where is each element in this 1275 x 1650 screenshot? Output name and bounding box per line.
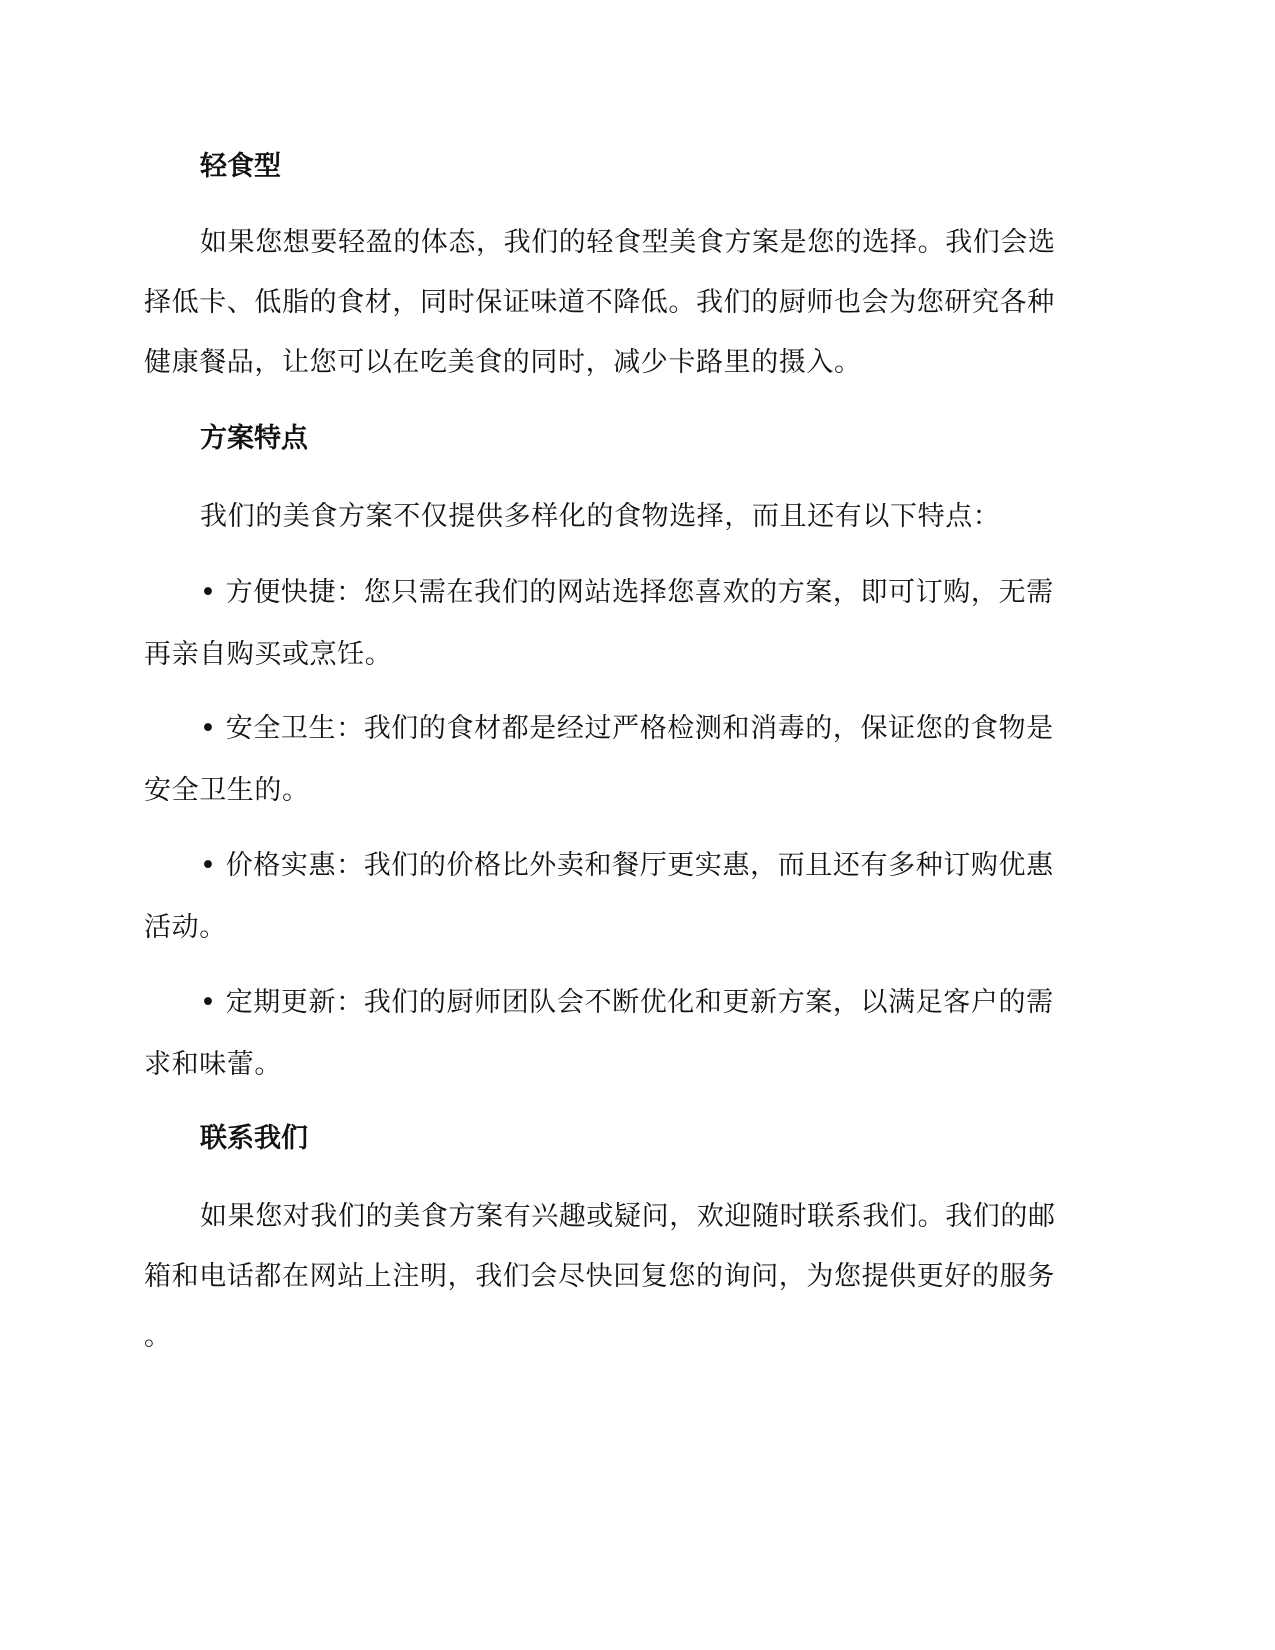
paragraph-line: 健康餐品，让您可以在吃美食的同时，减少卡路里的摄入。: [144, 347, 862, 378]
bullet-item-line: 活动。: [144, 912, 227, 943]
bullet-item-line: 安全卫生的。: [144, 775, 310, 806]
section-heading-light-meal: 轻食型: [200, 151, 281, 182]
section-heading-contact: 联系我们: [200, 1123, 308, 1154]
paragraph-line: 。: [144, 1321, 172, 1352]
paragraph-line: 择低卡、低脂的食材，同时保证味道不降低。我们的厨师也会为您研究各种: [144, 287, 1055, 318]
bullet-item-line: • 定期更新：我们的厨师团队会不断优化和更新方案，以满足客户的需: [200, 987, 1054, 1018]
paragraph-line: 如果您想要轻盈的体态，我们的轻食型美食方案是您的选择。我们会选: [200, 227, 1056, 258]
bullet-item-line: • 价格实惠：我们的价格比外卖和餐厅更实惠，而且还有多种订购优惠: [200, 850, 1054, 881]
paragraph-line: 如果您对我们的美食方案有兴趣或疑问，欢迎随时联系我们。我们的邮: [200, 1201, 1056, 1232]
bullet-item-line: • 方便快捷：您只需在我们的网站选择您喜欢的方案，即可订购，无需: [200, 577, 1054, 608]
bullet-item-line: 求和味蕾。: [144, 1049, 282, 1080]
features-intro: 我们的美食方案不仅提供多样化的食物选择，而且还有以下特点：: [200, 501, 1001, 532]
bullet-item-line: • 安全卫生：我们的食材都是经过严格检测和消毒的，保证您的食物是: [200, 713, 1054, 744]
paragraph-line: 箱和电话都在网站上注明，我们会尽快回复您的询问，为您提供更好的服务: [144, 1261, 1055, 1292]
section-heading-features: 方案特点: [200, 423, 308, 454]
bullet-item-line: 再亲自购买或烹饪。: [144, 639, 393, 670]
